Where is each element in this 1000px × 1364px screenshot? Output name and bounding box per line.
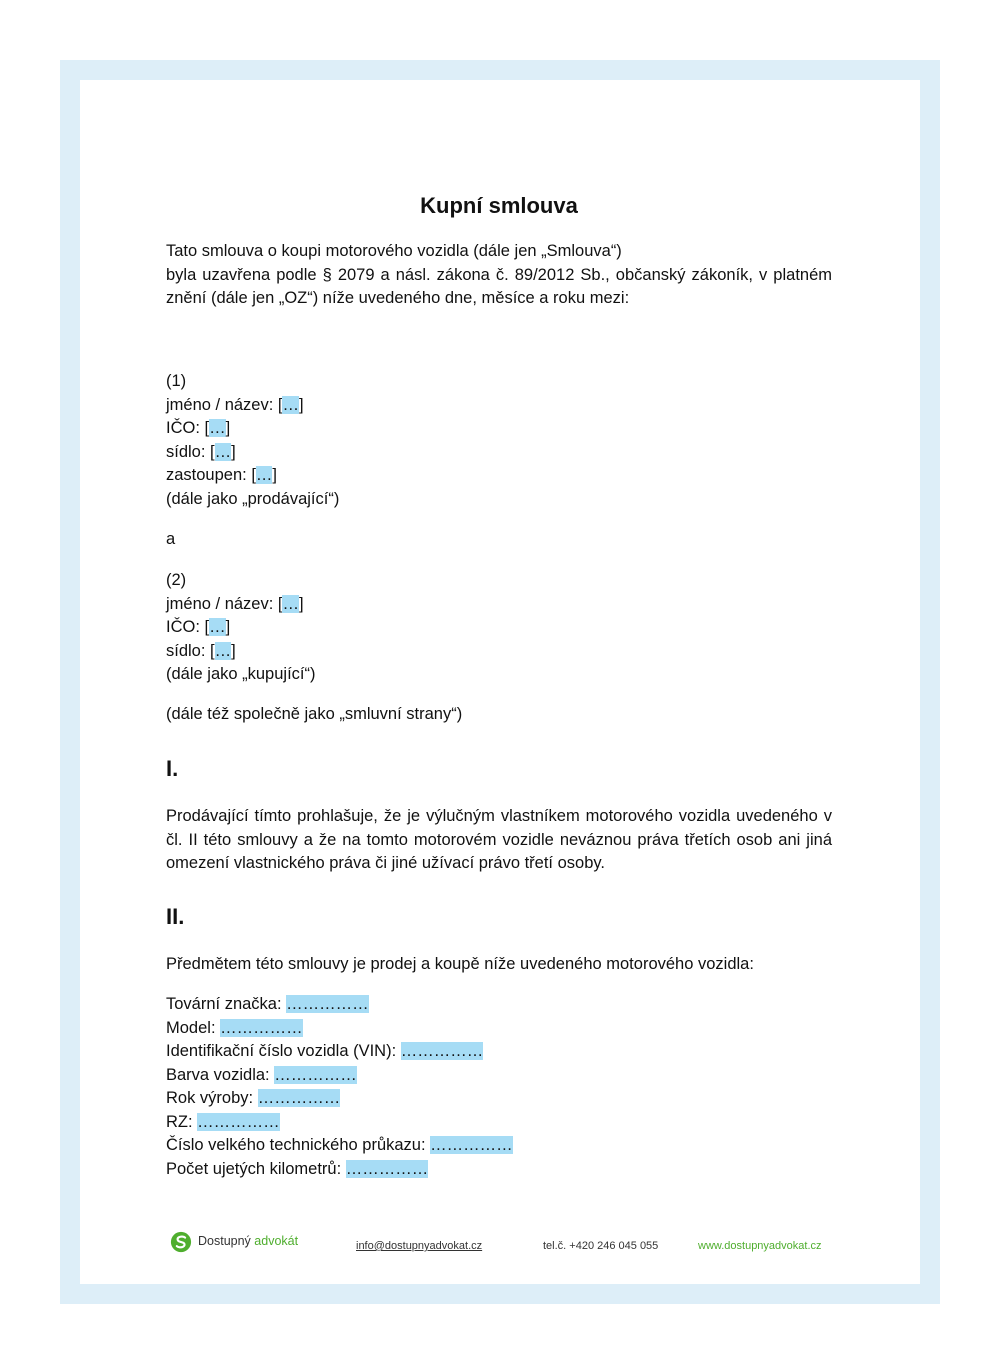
party-1-ico-row: IČO: […] — [166, 419, 231, 437]
field-vin: Identifikační číslo vozidla (VIN): …………… — [166, 1042, 484, 1060]
document-page — [80, 80, 920, 1284]
footer-website-link[interactable]: www.dostupnyadvokat.cz — [698, 1240, 822, 1252]
fill-in-field[interactable]: …………… — [400, 1042, 484, 1060]
party-2-number: (2) — [166, 571, 187, 589]
intro-paragraph — [166, 240, 832, 311]
field-year: Rok výroby: …………… — [166, 1089, 341, 1107]
placeholder-field[interactable]: … — [209, 618, 226, 636]
field-brand: Tovární značka: …………… — [166, 995, 369, 1013]
field-mileage: Počet ujetých kilometrů: …………… — [166, 1159, 429, 1178]
fill-in-field[interactable]: …………… — [286, 995, 369, 1013]
footer-email-link[interactable]: info@dostupnyadvokat.cz — [356, 1240, 483, 1252]
section-1-text: Prodávající tímto prohlašuje, že je výlučným vlastníkem motorového vozidla uvedeného v čl. II této smlouvy a že na tomto motorovém vozidle neváznou práva třetích osob ani jiná omezení vlastnického práva či jiné užívací právo třetí osoby. — [166, 807, 832, 872]
placeholder-field[interactable]: … — [214, 442, 232, 461]
party-2-ico-row: IČO: […] — [166, 618, 231, 636]
party-2 — [166, 569, 832, 687]
field-color: Barva vozidla: …………… — [166, 1065, 357, 1084]
party-2-name-row: jméno / název: […] — [166, 594, 304, 613]
fill-in-field[interactable]: …………… — [220, 1018, 303, 1037]
placeholder-field[interactable]: … — [214, 641, 232, 660]
fill-in-field[interactable]: …………… — [274, 1065, 357, 1084]
fill-in-field[interactable]: …………… — [345, 1159, 429, 1178]
field-tech-card: Číslo velkého technického průkazu: …………… — [166, 1136, 513, 1154]
party-1-role: (dále jako „prodávající“) — [166, 489, 340, 508]
fill-in-field[interactable]: …………… — [197, 1112, 280, 1131]
fill-in-field[interactable]: …………… — [430, 1136, 513, 1154]
footer-phone: tel.č. +420 246 045 055 — [543, 1240, 659, 1252]
section-2-text: Předmětem této smlouvy je prodej a koupě níže uvedeného motorového vozidla: — [166, 955, 754, 973]
dostupny-advokat-logo-icon — [170, 1231, 192, 1253]
placeholder-field[interactable]: … — [282, 594, 299, 613]
placeholder-field[interactable]: … — [282, 395, 299, 414]
vehicle-fields — [166, 993, 832, 1181]
page-footer — [166, 1226, 832, 1256]
placeholder-field[interactable]: … — [209, 419, 226, 437]
intro-line-1: Tato smlouva o koupi motorového vozidla (dále jen „Smlouva“) — [166, 242, 622, 260]
section-2-heading: II. — [166, 904, 185, 929]
field-rz: RZ: …………… — [166, 1112, 280, 1131]
party-1 — [166, 370, 832, 511]
party-1-seat-row: sídlo: […] — [166, 442, 236, 461]
parties-together: (dále též společně jako „smluvní strany“) — [166, 705, 463, 723]
party-1-name-row: jméno / název: […] — [166, 395, 304, 414]
intro-line-2: byla uzavřena podle § 2079 a násl. zákona č. 89/2012 Sb., občanský zákoník, v platném znění (dále jen „OZ“) níže uvedeného dne, měsíce a roku mezi: — [166, 265, 832, 307]
party-2-role: (dále jako „kupující“) — [166, 665, 316, 683]
field-model: Model: …………… — [166, 1018, 303, 1037]
brand-name: Dostupný advokát — [198, 1234, 299, 1248]
placeholder-field[interactable]: … — [255, 466, 273, 484]
party-1-number: (1) — [166, 372, 187, 390]
conjunction: a — [166, 530, 176, 548]
fill-in-field[interactable]: …………… — [257, 1089, 341, 1107]
brand-logo — [170, 1230, 298, 1254]
party-2-seat-row: sídlo: […] — [166, 641, 236, 660]
document-title: Kupní smlouva — [420, 193, 578, 218]
section-1-heading: I. — [166, 756, 179, 781]
party-1-rep-row: zastoupen: […] — [166, 466, 277, 484]
